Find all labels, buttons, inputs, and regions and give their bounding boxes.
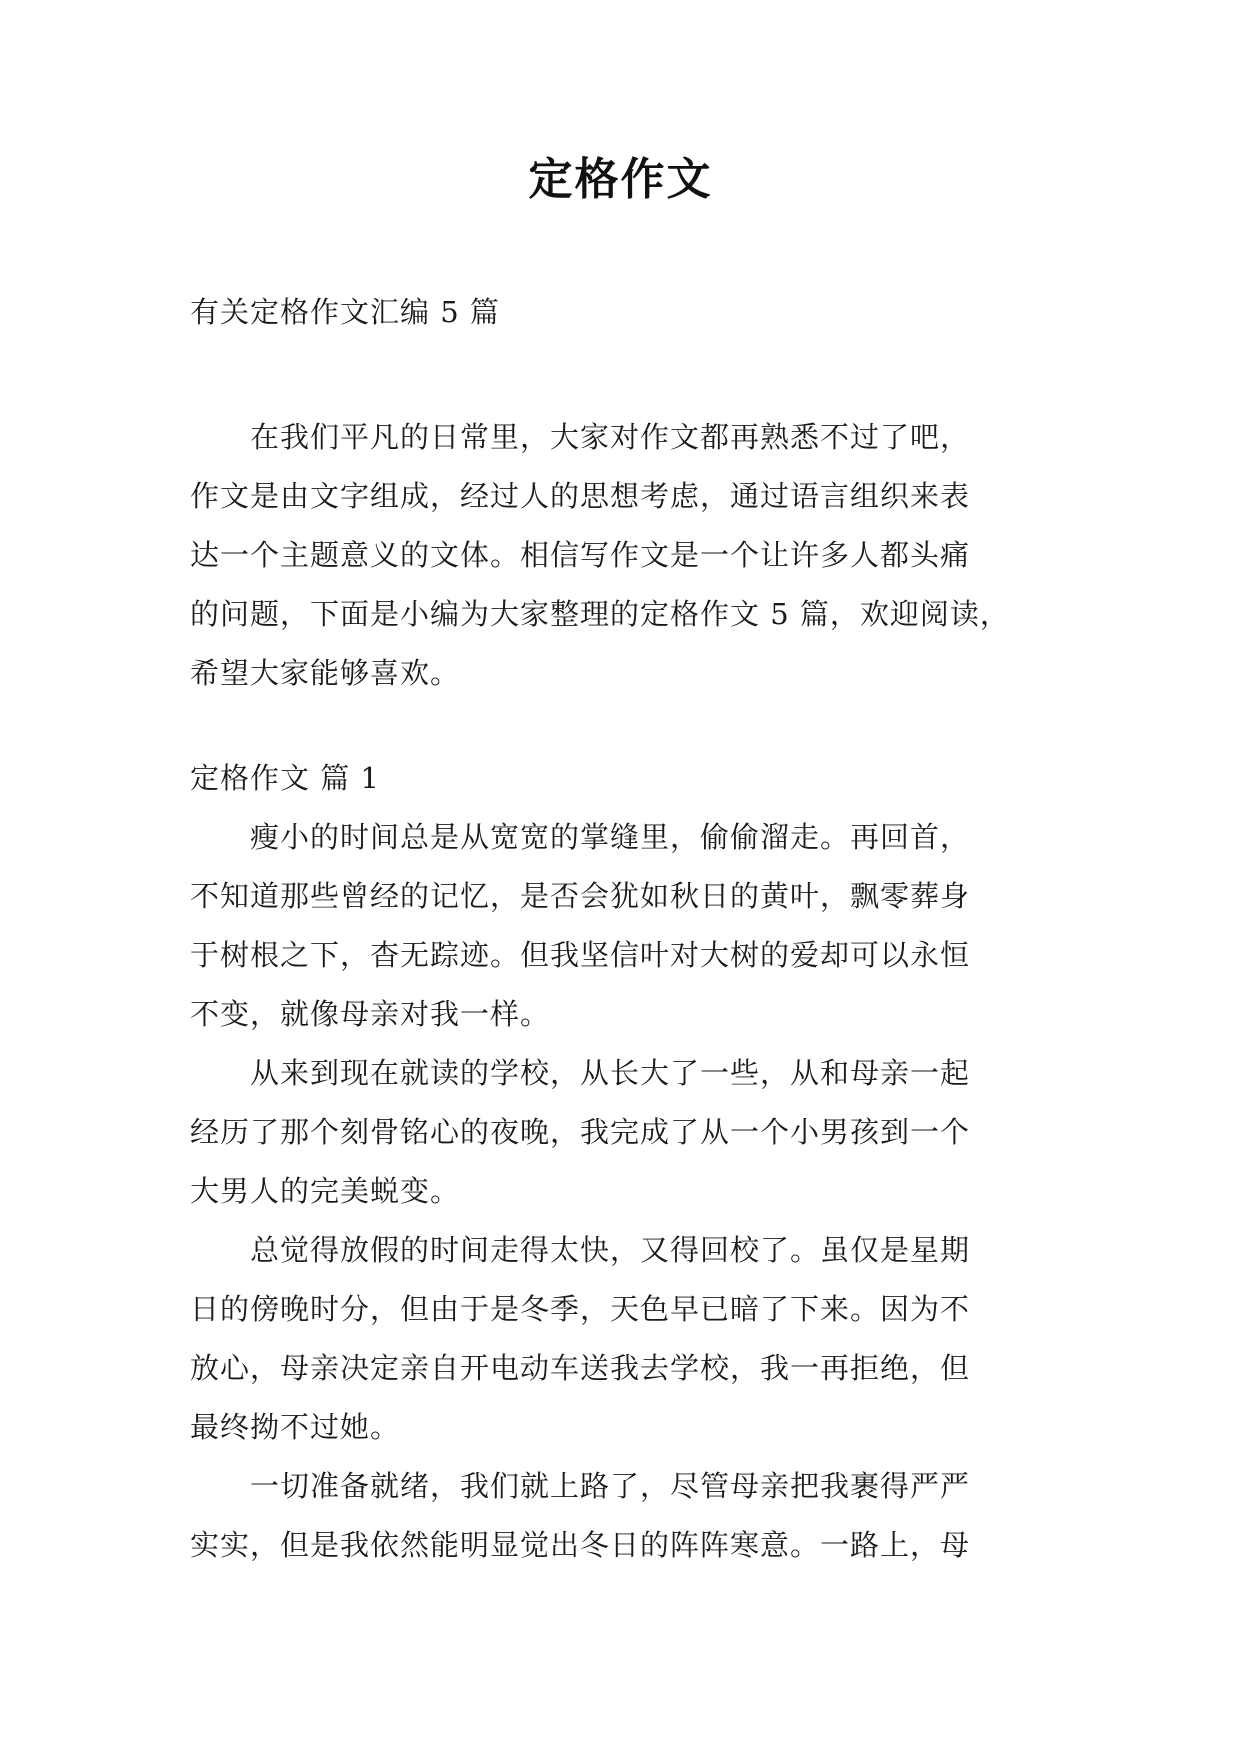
body-line: 一切准备就绪，我们就上路了，尽管母亲把我裹得严严 (190, 1469, 971, 1503)
body-line: 放心，母亲决定亲自开电动车送我去学校，我一再拒绝，但 (190, 1351, 971, 1385)
document-subtitle: 有关定格作文汇编 5 篇 (190, 295, 500, 329)
section-body (190, 808, 1070, 1575)
body-line: 不知道那些曾经的记忆，是否会犹如秋日的黄叶，飘零葬身 (190, 879, 971, 913)
body-line: 经历了那个刻骨铭心的夜晚，我完成了从一个小男孩到一个 (190, 1115, 971, 1149)
intro-line: 达一个主题意义的文体。相信写作文是一个让许多人都头痛 (190, 538, 971, 572)
body-line: 不变，就像母亲对我一样。 (190, 997, 551, 1031)
body-line: 实实，但是我依然能明显觉出冬日的阵阵寒意。一路上，母 (190, 1528, 971, 1562)
body-line: 大男人的完美蜕变。 (190, 1174, 461, 1208)
body-line: 瘦小的时间总是从宽宽的掌缝里，偷偷溜走。再回首， (190, 820, 971, 854)
body-line: 从来到现在就读的学校，从长大了一些，从和母亲一起 (190, 1056, 971, 1090)
intro-line: 的问题，下面是小编为大家整理的定格作文 5 篇，欢迎阅读， (190, 597, 1010, 631)
body-line: 于树根之下，杳无踪迹。但我坚信叶对大树的爱却可以永恒 (190, 938, 971, 972)
document-title: 定格作文 (528, 154, 713, 205)
intro-line: 作文是由文字组成，经过人的思想考虑，通过语言组织来表 (190, 479, 971, 513)
intro-line: 在我们平凡的日常里，大家对作文都再熟悉不过了吧， (190, 420, 971, 454)
intro-paragraph (190, 408, 1070, 703)
body-line: 日的傍晚时分，但由于是冬季，天色早已暗了下来。因为不 (190, 1292, 971, 1326)
section-heading: 定格作文 篇 1 (190, 761, 380, 795)
body-line: 最终拗不过她。 (190, 1410, 401, 1444)
intro-line: 希望大家能够喜欢。 (190, 656, 461, 690)
body-line: 总觉得放假的时间走得太快，又得回校了。虽仅是星期 (190, 1233, 971, 1267)
